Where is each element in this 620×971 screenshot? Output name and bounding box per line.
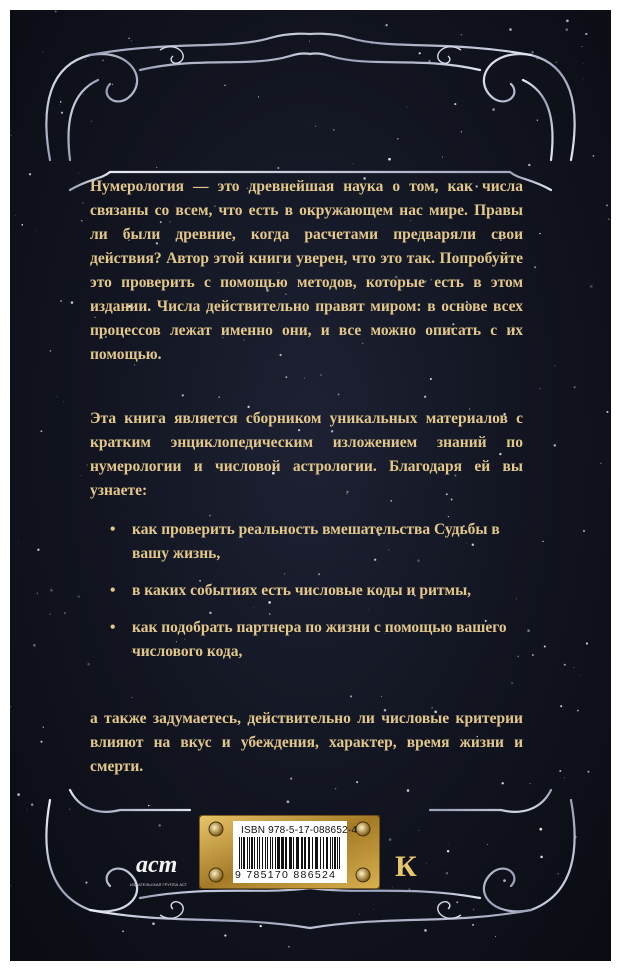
- barcode-bar: [247, 837, 248, 869]
- barcode-bar: [272, 837, 273, 869]
- imprint-logo: [393, 848, 419, 882]
- barcode-bar: [323, 837, 324, 869]
- barcode-bar: [301, 837, 303, 869]
- barcode-bar: [275, 837, 276, 869]
- barcode-bar: [315, 837, 318, 869]
- description-paragraph-3: а также задумаетесь, действительно ли числовые критерии влияют на вкус и убеждения, характер, время жизни и смерти.: [90, 710, 523, 775]
- barcode-bar: [281, 837, 284, 869]
- barcode-bar: [285, 837, 287, 869]
- barcode-bar: [326, 837, 328, 869]
- barcode-plate: [199, 815, 380, 889]
- barcode-bar: [265, 837, 266, 869]
- publisher-logo: [128, 846, 188, 890]
- barcode-bar: [254, 837, 255, 869]
- barcode-bar: [243, 837, 245, 869]
- benefits-list: [110, 518, 530, 677]
- barcode-bar: [293, 837, 294, 869]
- barcode-bar: [332, 837, 333, 869]
- list-item: • как подобрать партнера по жизни с помощью вашего числового кода,: [110, 616, 530, 664]
- barcode-bar: [251, 837, 253, 869]
- list-item: • как проверить реальность вмешательства Судьбы в вашу жизнь,: [110, 518, 530, 566]
- barcode-bar: [259, 837, 260, 869]
- bullet-icon: •: [110, 619, 116, 636]
- svg-text:К: К: [395, 850, 417, 882]
- barcode-bar: [289, 837, 292, 869]
- barcode-bar: [267, 837, 268, 869]
- barcode-bar: [262, 837, 263, 869]
- barcode-bar: [239, 837, 240, 869]
- barcode-bar: [277, 837, 280, 869]
- isbn-label: ISBN 978-5-17-088652-4: [241, 825, 358, 836]
- barcode-bar: [334, 837, 336, 869]
- barcode-bar: [257, 837, 258, 869]
- barcode-bar: [249, 837, 250, 869]
- barcode-bar: [339, 837, 340, 869]
- barcode-bar: [337, 837, 338, 869]
- barcode-bar: [270, 837, 271, 869]
- description-paragraph-2: Эта книга является сборником уникальных материалов с кратким энциклопедическим изложением знаний по нумерологии и числовой астрологии. Благодаря ей вы узнаете:: [90, 410, 523, 499]
- barcode-bar: [320, 837, 321, 869]
- bullet-icon: •: [110, 521, 116, 538]
- barcode-bar: [304, 837, 306, 869]
- svg-text:ИЗДАТЕЛЬСКАЯ ГРУППА АСТ: ИЗДАТЕЛЬСКАЯ ГРУППА АСТ: [130, 882, 188, 887]
- barcode-bar: [296, 837, 299, 869]
- barcode-bar: [308, 837, 310, 869]
- barcode-bar: [241, 837, 242, 869]
- svg-text:аст: аст: [136, 852, 178, 878]
- barcode-digits: 9 785170 886524: [235, 869, 337, 881]
- list-item: • в каких событиях есть числовые коды и ритмы,: [110, 579, 530, 603]
- barcode-bar: [330, 837, 331, 869]
- book-back-cover: [10, 10, 611, 961]
- barcode-bar: [312, 837, 313, 869]
- bullet-icon: •: [110, 582, 116, 599]
- description-paragraph-1: Нумерология — это древнейшая наука о том, как числа связаны со всем, что есть в окружающем нас мире. Правы ли были древние, когда расчетами предваряли свои действия? Автор этой книги уверен, что это так. Попробуйте это проверить с помощью методов, которые есть в этом издании. Числа действительно правят миром: в основе всех процессов лежат именно они, и все можно описать с их помощью.: [90, 178, 523, 363]
